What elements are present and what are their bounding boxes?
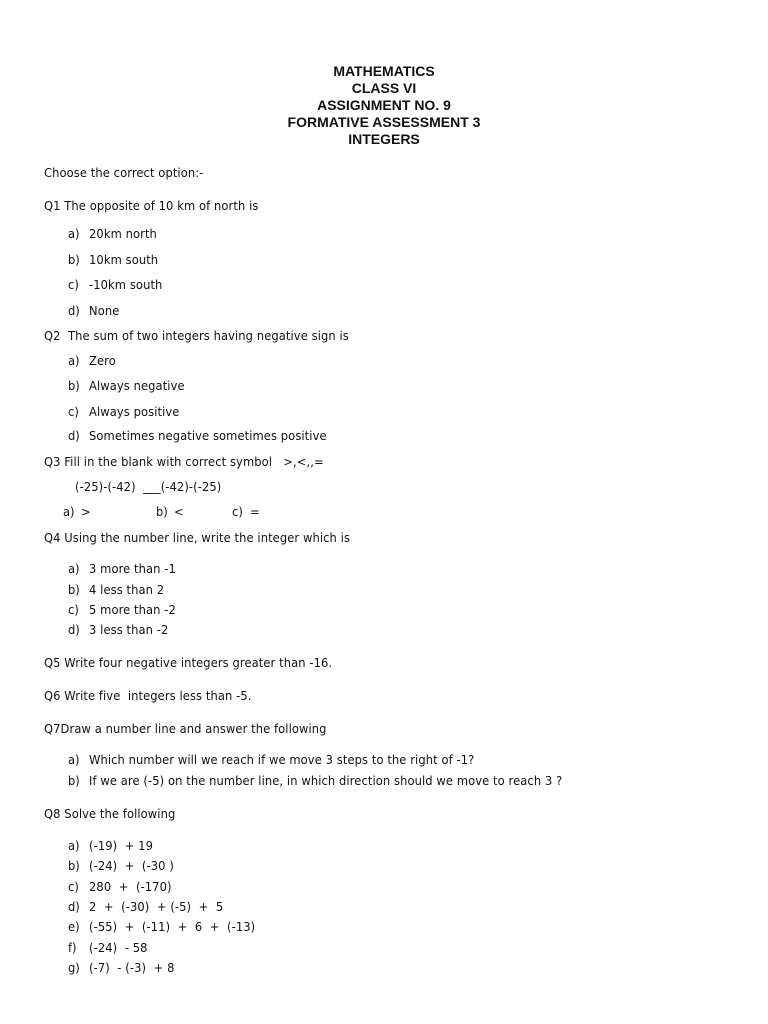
option-text: Which number will we reach if we move 3 steps to the right of -1? — [89, 752, 475, 767]
option-marker: b) — [68, 378, 80, 393]
comparison-expression: (-25)-(-42) ___(-42)-(-25) — [75, 479, 222, 494]
question-7: Q7Draw a number line and answer the following — [44, 721, 327, 736]
option-marker: c) — [68, 602, 79, 617]
option-marker: b) — [156, 504, 168, 519]
option-text: -10km south — [89, 277, 163, 292]
option-text: < — [174, 504, 184, 519]
option-text: 4 less than 2 — [89, 582, 165, 597]
class-heading: CLASS VI — [351, 80, 417, 96]
option-text: (-24) - 58 — [89, 940, 148, 955]
option-marker: c) — [68, 879, 79, 894]
option-text: 5 more than -2 — [89, 602, 176, 617]
question-1: Q1 The opposite of 10 km of north is — [44, 198, 259, 213]
instruction-text: Choose the correct option:- — [44, 165, 204, 180]
option-text: (-7) - (-3) + 8 — [89, 960, 175, 975]
option-marker: a) — [68, 752, 80, 767]
option-text: (-55) + (-11) + 6 + (-13) — [89, 919, 256, 934]
option-text: 20km north — [89, 226, 157, 241]
option-marker: f) — [68, 940, 77, 955]
option-text: 3 less than -2 — [89, 622, 169, 637]
option-marker: a) — [68, 226, 80, 241]
option-marker: a) — [68, 353, 80, 368]
option-marker: d) — [68, 622, 80, 637]
question-8: Q8 Solve the following — [44, 806, 176, 821]
option-marker: c) — [68, 277, 79, 292]
option-marker: d) — [68, 899, 80, 914]
topic-heading: INTEGERS — [348, 131, 420, 147]
option-marker: a) — [68, 838, 80, 853]
option-marker: a) — [63, 504, 75, 519]
option-text: Always positive — [89, 404, 180, 419]
subject-heading: MATHEMATICS — [333, 63, 435, 79]
option-marker: b) — [68, 858, 80, 873]
option-marker: a) — [68, 561, 80, 576]
question-3: Q3 Fill in the blank with correct symbol >,<,,= — [44, 454, 324, 469]
option-text: 10km south — [89, 252, 159, 267]
option-text: Always negative — [89, 378, 185, 393]
option-text: None — [89, 303, 120, 318]
option-text: = — [250, 504, 260, 519]
option-marker: b) — [68, 582, 80, 597]
option-marker: c) — [68, 404, 79, 419]
option-marker: c) — [232, 504, 243, 519]
option-marker: g) — [68, 960, 80, 975]
question-6: Q6 Write five integers less than -5. — [44, 688, 252, 703]
option-text: (-24) + (-30 ) — [89, 858, 174, 873]
option-marker: e) — [68, 919, 80, 934]
option-marker: d) — [68, 428, 80, 443]
option-text: If we are (-5) on the number line, in which direction should we move to reach 3 ? — [89, 773, 563, 788]
question-2: Q2 The sum of two integers having negative sign is — [44, 328, 349, 343]
question-4: Q4 Using the number line, write the integer which is — [44, 530, 351, 545]
option-text: 2 + (-30) + (-5) + 5 — [89, 899, 224, 914]
option-marker: b) — [68, 252, 80, 267]
option-text: > — [81, 504, 91, 519]
option-text: Sometimes negative sometimes positive — [89, 428, 327, 443]
option-text: Zero — [89, 353, 116, 368]
option-marker: b) — [68, 773, 80, 788]
assignment-heading: ASSIGNMENT NO. 9 — [317, 97, 451, 113]
option-text: 3 more than -1 — [89, 561, 176, 576]
option-text: 280 + (-170) — [89, 879, 172, 894]
question-5: Q5 Write four negative integers greater than -16. — [44, 655, 333, 670]
assessment-heading: FORMATIVE ASSESSMENT 3 — [287, 114, 481, 130]
option-text: (-19) + 19 — [89, 838, 154, 853]
option-marker: d) — [68, 303, 80, 318]
